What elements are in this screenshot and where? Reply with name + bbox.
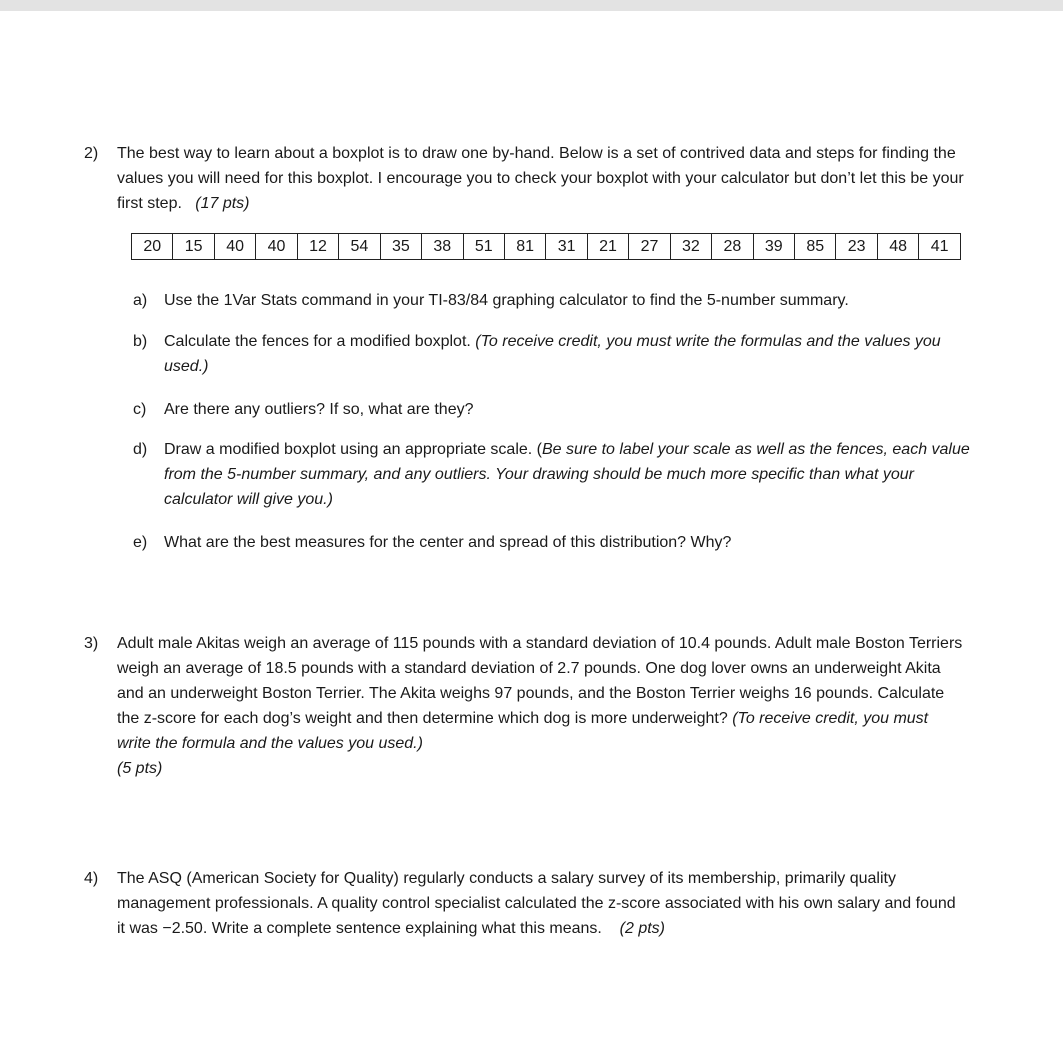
data-cell: 38 xyxy=(422,234,463,260)
question-number: 2) xyxy=(84,145,99,162)
part-c: c) Are there any outliers? If so, what are they? xyxy=(133,401,474,418)
part-e: e) What are the best measures for the center and spread of this distribution? Why? xyxy=(133,534,732,551)
data-cell: 31 xyxy=(546,234,587,260)
data-cell: 23 xyxy=(836,234,877,260)
data-cell: 54 xyxy=(339,234,380,260)
data-cell: 40 xyxy=(256,234,297,260)
points-label: (2 pts) xyxy=(619,920,665,937)
table-row xyxy=(132,234,961,260)
question-4 xyxy=(84,866,964,941)
data-cell: 15 xyxy=(173,234,214,260)
question-number: 4) xyxy=(84,870,99,887)
data-cell: 81 xyxy=(504,234,545,260)
data-table xyxy=(131,233,961,260)
question-text: The ASQ (American Society for Quality) regularly conducts a salary survey of its membership, primarily quality management professionals. A quality control specialist calculated the z-score associated with his own salary and found it was −2.50. Write a complete sentence explaining what this means. (2 pts) xyxy=(117,870,956,937)
question-number: 3) xyxy=(84,635,99,652)
data-cell: 35 xyxy=(380,234,421,260)
part-d: d) Draw a modified boxplot using an appropriate scale. (Be sure to label your scale as well as the fences, each value from the 5-number summary, and any outliers. Your drawing should be much more specific than what your calculator will give you.) xyxy=(133,441,970,508)
question-2 xyxy=(84,141,964,216)
top-bar xyxy=(0,0,1063,11)
data-cell: 41 xyxy=(919,234,961,260)
part-b: b) Calculate the fences for a modified boxplot. (To receive credit, you must write the formulas and the values you used.) xyxy=(133,333,941,375)
data-cell: 20 xyxy=(132,234,173,260)
points-label: (5 pts) xyxy=(117,760,163,777)
question-text: Adult male Akitas weigh an average of 115 pounds with a standard deviation of 10.4 pounds. Adult male Boston Terriers weigh an average of 18.5 pounds with a standard deviation of 2.7 pounds. One dog lover owns an underweight Akita and an underweight Boston Terrier. The Akita weighs 97 pounds, and the Boston Terrier weighs 16 pounds. Calculate the z-score for each dog’s weight and then determine which dog is more underweight? (To receive credit, you must write the formula and the values you used.) (5 pts) xyxy=(117,635,963,777)
data-cell: 51 xyxy=(463,234,504,260)
data-cell: 40 xyxy=(214,234,255,260)
data-cell: 32 xyxy=(670,234,711,260)
question-text: The best way to learn about a boxplot is to draw one by-hand. Below is a set of contrived data and steps for finding the values you will need for this boxplot. I encourage you to check your boxplot with your calculator but don’t let this be your first step. (17 pts) xyxy=(117,145,964,212)
data-cell: 12 xyxy=(297,234,338,260)
data-cell: 28 xyxy=(712,234,753,260)
data-cell: 21 xyxy=(587,234,628,260)
data-cell: 27 xyxy=(629,234,670,260)
data-cell: 48 xyxy=(877,234,918,260)
question-3 xyxy=(84,631,964,781)
part-a: a) Use the 1Var Stats command in your TI-83/84 graphing calculator to find the 5-number summary. xyxy=(133,292,849,309)
points-label: (17 pts) xyxy=(195,195,250,212)
data-cell: 85 xyxy=(795,234,836,260)
data-cell: 39 xyxy=(753,234,794,260)
